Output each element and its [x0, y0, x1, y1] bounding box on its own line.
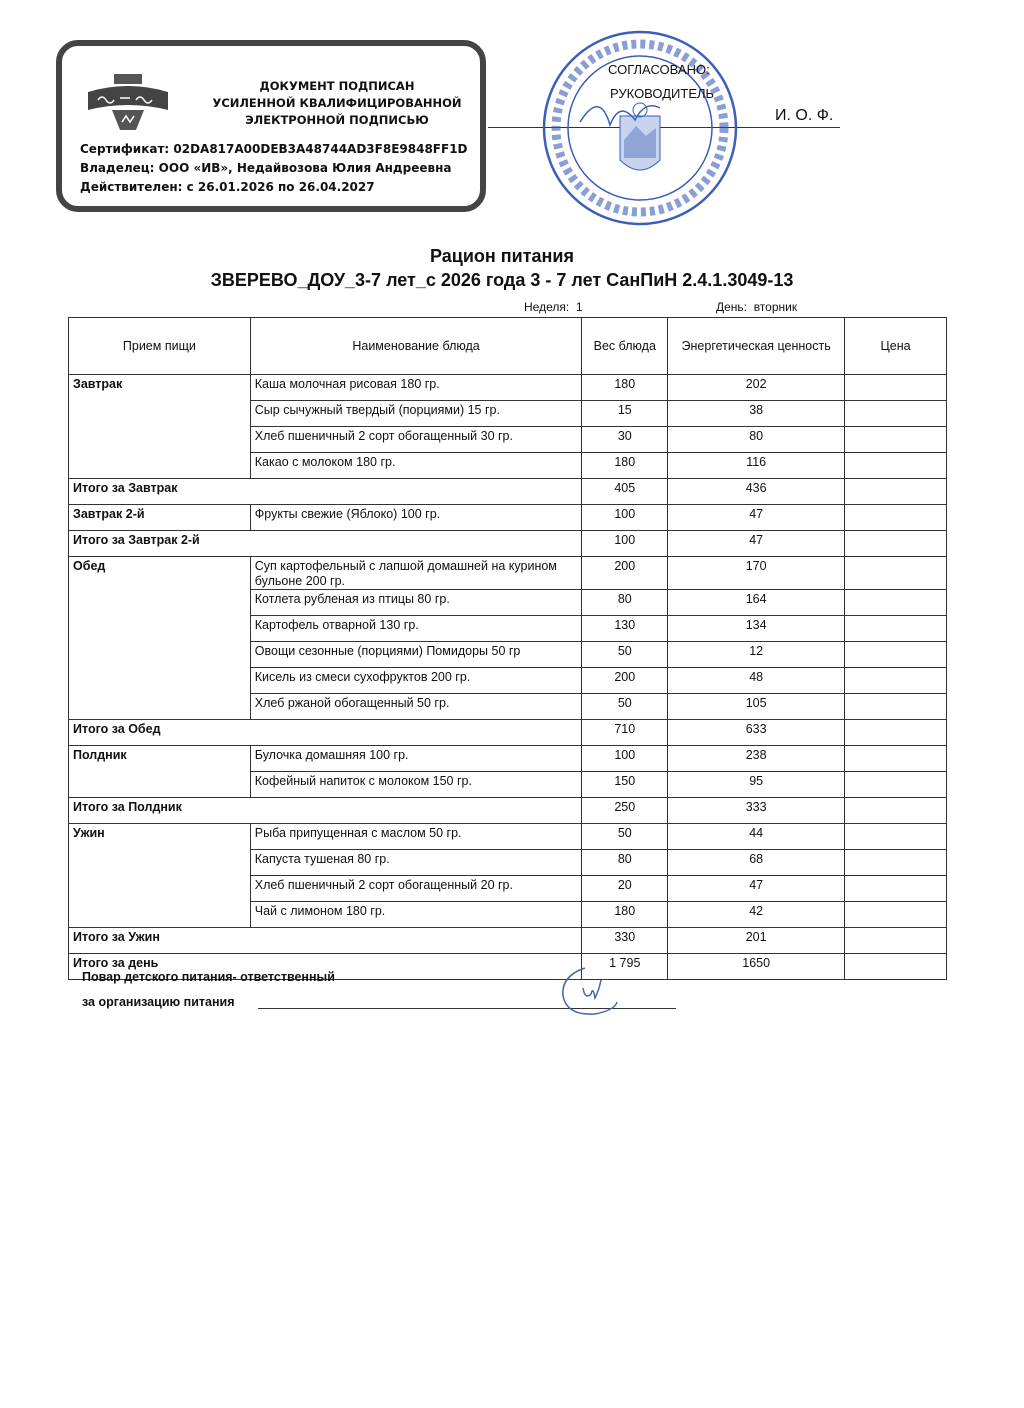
week-value: 1: [575, 300, 583, 314]
meal-total-row: [69, 798, 947, 824]
meal-total-label: Итого за Ужин: [69, 928, 582, 954]
heading-line: ЭЛЕКТРОННОЙ ПОДПИСЬЮ: [245, 113, 429, 127]
dish-name: Кисель из смеси сухофруктов 200 гр.: [250, 668, 582, 694]
page-title: Рацион питания: [430, 246, 574, 266]
header-meal: Прием пищи: [69, 318, 251, 375]
meal-total-energy: 633: [668, 720, 845, 746]
meal-name: Полдник: [69, 746, 251, 798]
meal-total-row: [69, 531, 947, 557]
dish-weight: 50: [582, 642, 668, 668]
dish-name: Булочка домашняя 100 гр.: [250, 746, 582, 772]
meal-total-row: [69, 928, 947, 954]
dish-price: [845, 557, 947, 590]
dish-energy: 48: [668, 668, 845, 694]
approval-head-title: РУКОВОДИТЕЛЬ: [610, 86, 715, 101]
dish-weight: 15: [582, 401, 668, 427]
dish-energy: 164: [668, 590, 845, 616]
meal-total-energy: 333: [668, 798, 845, 824]
dish-energy: 38: [668, 401, 845, 427]
dish-weight: 30: [582, 427, 668, 453]
table-row: [69, 746, 947, 772]
dish-price: [845, 876, 947, 902]
meal-total-weight: 330: [582, 928, 668, 954]
dish-energy: 47: [668, 876, 845, 902]
heading-line: ДОКУМЕНТ ПОДПИСАН: [259, 79, 415, 93]
dish-weight: 100: [582, 746, 668, 772]
meal-total-label: Итого за Полдник: [69, 798, 582, 824]
meal-name: Обед: [69, 557, 251, 720]
dish-weight: 20: [582, 876, 668, 902]
dish-energy: 42: [668, 902, 845, 928]
meal-total-label: Итого за Завтрак: [69, 479, 582, 505]
dish-price: [845, 746, 947, 772]
dish-weight: 200: [582, 557, 668, 590]
dish-energy: 12: [668, 642, 845, 668]
day-total-weight: 1 795: [582, 954, 668, 980]
dish-name: Сыр сычужный твердый (порциями) 15 гр.: [250, 401, 582, 427]
week-info: [524, 300, 583, 314]
dish-weight: 130: [582, 616, 668, 642]
dish-name: Хлеб пшеничный 2 сорт обогащенный 30 гр.: [250, 427, 582, 453]
meal-total-label: Итого за Завтрак 2-й: [69, 531, 582, 557]
dish-name: Суп картофельный с лапшой домашней на курином бульоне 200 гр.: [250, 557, 582, 590]
dish-name: Рыба припущенная с маслом 50 гр.: [250, 824, 582, 850]
dish-weight: 50: [582, 824, 668, 850]
dish-energy: 134: [668, 616, 845, 642]
header-dish: Наименование блюда: [250, 318, 582, 375]
dish-price: [845, 505, 947, 531]
dish-weight: 80: [582, 850, 668, 876]
dish-energy: 44: [668, 824, 845, 850]
dish-price: [845, 375, 947, 401]
meal-total-price: [845, 928, 947, 954]
dish-price: [845, 453, 947, 479]
dish-weight: 180: [582, 375, 668, 401]
certificate-number: Сертификат: 02DA817A00DEB3A48744AD3F8E9848FF1D: [80, 142, 468, 156]
meal-total-price: [845, 720, 947, 746]
meal-total-weight: 250: [582, 798, 668, 824]
meal-total-label: Итого за Обед: [69, 720, 582, 746]
dish-name: Хлеб ржаной обогащенный 50 гр.: [250, 694, 582, 720]
handwritten-signature: [555, 962, 625, 1020]
day-total-label: Итого за день: [69, 954, 582, 980]
electronic-signature-box: [56, 40, 486, 212]
dish-energy: 95: [668, 772, 845, 798]
approval-name: И. О. Ф.: [775, 107, 834, 124]
meal-total-row: [69, 720, 947, 746]
meal-total-energy: 201: [668, 928, 845, 954]
dish-weight: 150: [582, 772, 668, 798]
dish-name: Котлета рубленая из птицы 80 гр.: [250, 590, 582, 616]
dish-energy: 116: [668, 453, 845, 479]
dish-name: Каша молочная рисовая 180 гр.: [250, 375, 582, 401]
dish-price: [845, 590, 947, 616]
day-info: [716, 300, 797, 314]
table-row: [69, 375, 947, 401]
dish-energy: 80: [668, 427, 845, 453]
dish-name: Фрукты свежие (Яблоко) 100 гр.: [250, 505, 582, 531]
day-total-energy: 1650: [668, 954, 845, 980]
dish-energy: 68: [668, 850, 845, 876]
company-logo: [84, 70, 172, 134]
dish-energy: 105: [668, 694, 845, 720]
dish-name: Кофейный напиток с молоком 150 гр.: [250, 772, 582, 798]
meal-total-energy: 436: [668, 479, 845, 505]
header-energy: Энергетическая ценность: [668, 318, 845, 375]
dish-weight: 180: [582, 453, 668, 479]
header-weight: Вес блюда: [582, 318, 668, 375]
day-total-price: [845, 954, 947, 980]
certificate-validity: Действителен: с 26.01.2026 по 26.04.2027: [80, 180, 375, 194]
meal-total-weight: 710: [582, 720, 668, 746]
dish-price: [845, 850, 947, 876]
dish-price: [845, 642, 947, 668]
dish-energy: 170: [668, 557, 845, 590]
meal-name: Ужин: [69, 824, 251, 928]
approval-label: СОГЛАСОВАНО:: [608, 62, 710, 77]
signature-heading: [212, 78, 462, 129]
dish-energy: 47: [668, 505, 845, 531]
dish-name: Капуста тушеная 80 гр.: [250, 850, 582, 876]
dish-name: Картофель отварной 130 гр.: [250, 616, 582, 642]
dish-price: [845, 427, 947, 453]
week-label: Неделя:: [524, 300, 570, 314]
meal-total-weight: 100: [582, 531, 668, 557]
cook-title: Повар детского питания- ответственный: [82, 970, 335, 984]
meal-total-price: [845, 798, 947, 824]
meal-total-price: [845, 531, 947, 557]
dish-name: Чай с лимоном 180 гр.: [250, 902, 582, 928]
dish-energy: 202: [668, 375, 845, 401]
dish-weight: 100: [582, 505, 668, 531]
dish-weight: 80: [582, 590, 668, 616]
table-row: [69, 505, 947, 531]
meal-name: Завтрак 2-й: [69, 505, 251, 531]
day-label: День:: [716, 300, 748, 314]
meal-name: Завтрак: [69, 375, 251, 479]
dish-price: [845, 616, 947, 642]
dish-weight: 200: [582, 668, 668, 694]
dish-weight: 50: [582, 694, 668, 720]
certificate-owner: Владелец: ООО «ИВ», Недайвозова Юлия Андреевна: [80, 161, 452, 175]
official-stamp: [540, 30, 740, 226]
dish-weight: 180: [582, 902, 668, 928]
day-value: вторник: [753, 300, 798, 314]
meal-total-price: [845, 479, 947, 505]
header-price: Цена: [845, 318, 947, 375]
dish-energy: 238: [668, 746, 845, 772]
dish-price: [845, 902, 947, 928]
menu-table: [68, 317, 947, 980]
meal-total-energy: 47: [668, 531, 845, 557]
table-row: [69, 824, 947, 850]
dish-price: [845, 824, 947, 850]
dish-price: [845, 694, 947, 720]
dish-price: [845, 668, 947, 694]
dish-price: [845, 772, 947, 798]
cook-title-2: за организацию питания: [82, 995, 235, 1009]
table-row: [69, 557, 947, 590]
table-header-row: [69, 318, 947, 375]
meal-total-weight: 405: [582, 479, 668, 505]
dish-name: Какао с молоком 180 гр.: [250, 453, 582, 479]
page-subtitle: ЗВЕРЕВО_ДОУ_3-7 лет_с 2026 года 3 - 7 лет СанПиН 2.4.1.3049-13: [210, 270, 794, 290]
dish-price: [845, 401, 947, 427]
dish-name: Овощи сезонные (порциями) Помидоры 50 гр: [250, 642, 582, 668]
meal-total-row: [69, 479, 947, 505]
dish-name: Хлеб пшеничный 2 сорт обогащенный 20 гр.: [250, 876, 582, 902]
heading-line: УСИЛЕННОЙ КВАЛИФИЦИРОВАННОЙ: [212, 96, 462, 110]
